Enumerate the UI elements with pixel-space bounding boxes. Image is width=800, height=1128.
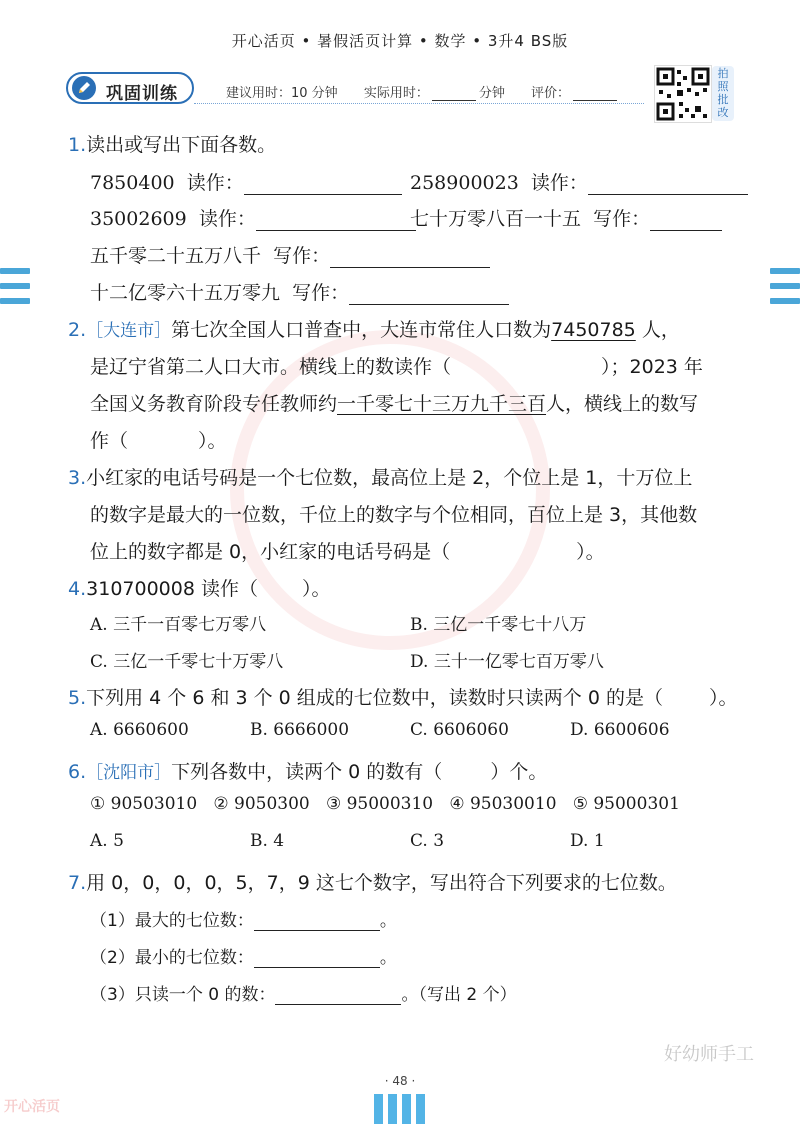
q4-option-c[interactable]: C. 三亿一千零七十万零八 [90,652,284,672]
corner-logo: 开心活页 [4,1099,60,1115]
q1-item-2: 258900023 读作： [410,168,748,195]
q1-words-1: 七十万零八百一十五 [410,208,582,230]
q6-option-d[interactable]: D. 1 [570,831,605,851]
answer-blank[interactable] [349,284,509,305]
q6-region-tag: ［沈阳市］ [86,763,172,783]
question-5: 5.下列用 4 个 6 和 3 个 0 组成的七位数中，读数时只读两个 0 的是（ ）。 [68,687,738,709]
q4-option-d[interactable]: D. 三十一亿零七百万零八 [410,652,604,672]
q5-option-b[interactable]: B. 6666000 [250,720,350,740]
timing-info [226,82,620,101]
q1-item-5: 五千零二十五万八千 写作： [90,241,490,268]
q2-line-3: 全国义务教育阶段专任教师约一千零七十三万九千三百人，横线上的数写 [90,393,699,415]
q2-teacher-count: 一千零七十三万九千三百 [337,393,547,415]
q1-words-3: 十二亿零六十五万零九 [90,282,281,304]
q3-line-2: 的数字是最大的一位数，千位上的数字与个位相同，百位上是 3，其他数 [90,504,698,526]
q1-number-2: 258900023 [410,172,519,194]
question-3: 3.小红家的电话号码是一个七位数，最高位上是 2，个位上是 1，十万位上 [68,467,693,489]
pencil-icon [72,76,96,100]
q2-line-2: 是辽宁省第二人口大市。横线上的数读作（ ）；2023 年 [90,356,703,378]
question-1 [68,130,276,157]
q3-number: 3. [68,467,87,489]
q6-number: 6. [68,761,87,783]
q1-words-2: 五千零二十五万八千 [90,245,262,267]
q1-number: 1. [68,134,87,156]
q4-number: 4. [68,578,87,600]
answer-blank[interactable] [244,174,402,195]
q7-sub-3: （3）只读一个 0 的数： 。（写出 2 个） [90,985,517,1005]
minutes-unit: 分钟 [478,86,505,101]
book-header: 开心活页 • 暑假活页计算 • 数学 • 3升4 BS版 [231,32,569,50]
left-edge-stripes [0,268,30,312]
q6-option-a[interactable]: A. 5 [90,831,124,851]
actual-time-label: 实际用时： [363,86,429,101]
scan-hint: 拍 照 批 改 [712,66,734,121]
suggested-time: 建议用时：10 分钟 [226,86,338,101]
rating-blank[interactable] [573,88,617,101]
q1-item-6: 十二亿零六十五万零九 写作： [90,278,509,305]
right-edge-stripes [770,268,800,312]
answer-blank[interactable] [254,949,380,968]
q7-number: 7. [68,872,87,894]
q1-number-3: 35002609 [90,208,187,230]
q6-number-list: ① 90503010 ② 9050300 ③ 95000310 ④ 95030010 ⑤ 95000301 [90,794,680,814]
q1-number-1: 7850400 [90,172,175,194]
q5-number: 5. [68,687,87,709]
answer-blank[interactable] [650,210,722,231]
section-bar [66,72,644,106]
answer-blank[interactable] [256,210,416,231]
q2-number: 2. [68,319,87,341]
q7-sub-2: （2）最小的七位数： 。 [90,948,397,968]
q6-option-c[interactable]: C. 3 [410,831,445,851]
q6-option-b[interactable]: B. 4 [250,831,285,851]
rating-label: 评价： [531,86,571,101]
footer-stripes [374,1094,430,1128]
section-badge [66,72,194,104]
actual-time-blank[interactable] [432,88,476,101]
q1-item-4: 七十万零八百一十五 写作： [410,204,722,231]
q2-population-number: 7450785 [551,319,636,341]
dotted-divider [194,103,644,104]
section-title: 巩固训练 [106,84,178,104]
q5-option-a[interactable]: A. 6660600 [90,720,189,740]
q7-sub-1: （1）最大的七位数： 。 [90,911,397,931]
q2-region-tag: ［大连市］ [86,321,172,341]
brand-watermark: 好幼师手工 [664,1044,754,1065]
question-4: 4.310700008 读作（ ）。 [68,578,331,600]
q5-option-c[interactable]: C. 6606060 [410,720,509,740]
answer-blank[interactable] [254,912,380,931]
q4-option-a[interactable]: A. 三千一百零七万零八 [90,615,267,635]
page-number: · 48 · [384,1074,416,1088]
question-6: 6.［沈阳市］下列各数中，读两个 0 的数有（ ）个。 [68,761,548,783]
q4-option-b[interactable]: B. 三亿一千零七十八万 [410,615,587,635]
question-2: 2.［大连市］第七次全国人口普查中，大连市常住人口数为7450785 人， [68,319,680,341]
qr-code[interactable] [654,65,712,123]
q1-item-3: 35002609 读作： [90,204,416,231]
answer-blank[interactable] [330,247,490,268]
q2-line-4: 作（ ）。 [90,430,227,452]
answer-blank[interactable] [588,174,748,195]
q3-line-3: 位上的数字都是 0，小红家的电话号码是（ ）。 [90,541,605,563]
q5-option-d[interactable]: D. 6600606 [570,720,670,740]
q1-item-1: 7850400 读作： [90,168,402,195]
q1-text: 读出或写出下面各数。 [86,134,277,156]
question-7: 7.用 0，0，0，0，5，7，9 这七个数字，写出符合下列要求的七位数。 [68,872,677,894]
answer-blank[interactable] [275,986,401,1005]
